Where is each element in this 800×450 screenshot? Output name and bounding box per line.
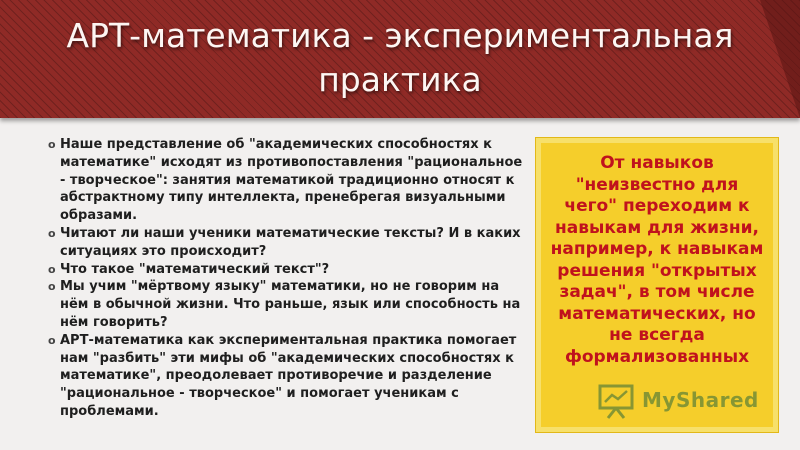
title-banner xyxy=(0,0,800,118)
bullet-text: Наше представление об "академических способностях к математике" исходят из противопоставления "рациональное - творческое": занятия математикой традиционно относят к абстрактному типу интеллекта, пренебрегая визуальными образами. xyxy=(60,137,523,224)
slide-title xyxy=(40,14,760,102)
bullet-marker-icon: o xyxy=(48,226,56,240)
bullet-marker-icon: o xyxy=(48,262,56,276)
bullet-marker-icon: o xyxy=(48,280,56,294)
bullet-item xyxy=(48,332,525,421)
bullet-text: Читают ли наши ученики математические тексты? И в каких ситуациях это происходит? xyxy=(60,225,521,259)
slide-title-line2: практика xyxy=(318,60,482,99)
bullet-item xyxy=(48,136,525,225)
bullet-item xyxy=(48,225,525,261)
bullet-marker-icon: o xyxy=(48,333,56,347)
presentation-board-icon xyxy=(596,380,636,420)
callout-text: От навыков "неизвестно для чего" переходим к навыкам для жизни, например, к навыкам решения "открытых задач", в том числе математических, но не всегда формализованных xyxy=(550,153,764,367)
bullet-text: АРТ-математика как экспериментальная практика помогает нам "разбить" эти мифы об "академических способностях к математике", преодолевает противоречие и разделение "рациональное - творческое" и помогает ученикам с проблемами. xyxy=(60,332,517,419)
bullet-list xyxy=(48,136,525,421)
bullet-text: Мы учим "мёртвому языку" математики, но не говорим на нём в обычной жизни. Что раньше, язык или способность на нём говорить? xyxy=(60,279,521,330)
watermark-text: MyShared xyxy=(642,388,759,412)
watermark xyxy=(596,380,759,420)
slide-title-line1: АРТ-математика - экспериментальная xyxy=(66,16,734,55)
bullet-marker-icon: o xyxy=(48,138,56,151)
bullet-item xyxy=(48,261,525,279)
bullet-text: Что такое "математический текст"? xyxy=(60,261,330,277)
bullet-item xyxy=(48,278,525,331)
banner-fold xyxy=(760,0,800,118)
